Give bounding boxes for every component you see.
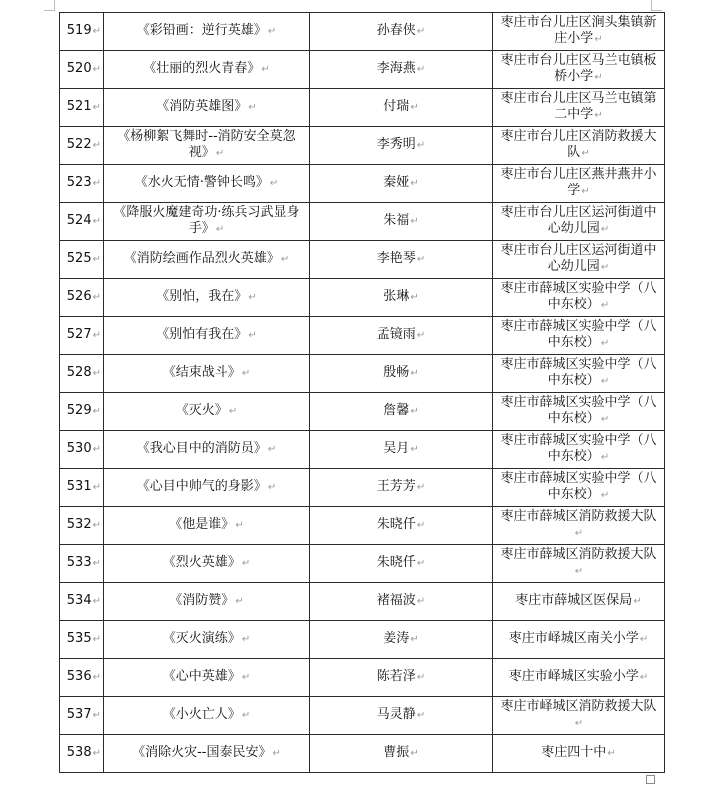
cell-number-text: 538 [66,745,92,760]
cell-title-text: 《消防绘画作品烈火英雄》 [123,251,280,266]
cell-title [104,393,310,431]
cell-unit [493,355,665,393]
cell-end-mark: ↵ [92,482,101,493]
cell-number [60,507,104,545]
cell-title-text: 《别怕有我在》 [156,327,248,342]
cell-author-text: 殷畅 [383,365,410,380]
cell-number [60,469,104,507]
cell-end-mark: ↵ [241,710,251,721]
cell-end-mark: ↵ [261,64,270,75]
cell-number [60,735,104,773]
cell-number-text: 520 [66,61,92,76]
cell-number-text: 529 [66,403,92,418]
cell-end-mark: ↵ [92,672,101,683]
cell-end-mark: ↵ [410,178,419,189]
cell-author-text: 张琳 [383,289,410,304]
cell-number [60,203,104,241]
cell-end-mark: ↵ [581,186,590,197]
cell-title [104,431,310,469]
cell-number-text: 524 [66,213,92,228]
cell-title [104,735,310,773]
cell-author-text: 詹馨 [383,403,410,418]
cell-unit [493,279,665,317]
cell-title-text: 《消防赞》 [169,593,235,608]
cell-end-mark: ↵ [410,406,419,417]
cell-author [310,431,493,469]
cell-end-mark: ↵ [215,224,225,235]
table-row [60,13,665,51]
cell-end-mark: ↵ [416,482,426,493]
cell-unit-text: 枣庄市薛城区实验中学（八中东校） [500,357,657,388]
table-row [60,507,665,545]
cell-number [60,89,104,127]
cell-title-text: 《心中英雄》 [162,669,241,684]
cell-unit [493,241,665,279]
cell-author-text: 吴月 [383,441,410,456]
cell-end-mark: ↵ [269,178,279,189]
cell-number [60,697,104,735]
cell-title [104,241,310,279]
cell-end-mark: ↵ [92,444,101,455]
cell-title [104,279,310,317]
cell-number-text: 534 [66,593,92,608]
cell-unit-text: 枣庄市台儿庄区马兰屯镇板桥小学 [500,53,657,84]
cell-title [104,621,310,659]
cell-title [104,13,310,51]
cell-end-mark: ↵ [241,672,251,683]
cell-number-text: 533 [66,555,92,570]
cell-number [60,241,104,279]
cell-number-text: 531 [66,479,92,494]
cell-number [60,621,104,659]
cell-unit-text: 枣庄市薛城区医保局 [515,593,633,608]
cell-unit-text: 枣庄市台儿庄区消防救援大队 [500,129,657,160]
cell-title [104,127,310,165]
cell-unit [493,507,665,545]
cell-author-text: 曹振 [383,745,410,760]
cell-end-mark: ↵ [267,482,277,493]
cell-unit [493,89,665,127]
cell-end-mark: ↵ [248,102,257,113]
cell-title-text: 《水火无情·警钟长鸣》 [134,175,269,190]
cell-unit [493,735,665,773]
cell-unit-text: 枣庄市薛城区实验中学（八中东校） [500,281,657,312]
cell-unit [493,127,665,165]
table-row [60,355,665,393]
cell-end-mark: ↵ [410,102,419,113]
cell-unit-text: 枣庄市薛城区实验中学（八中东校） [500,319,657,350]
cell-title-text: 《壮丽的烈火青春》 [143,61,261,76]
cell-end-mark: ↵ [416,26,426,37]
cell-unit-text: 枣庄市峄城区南关小学 [508,631,639,646]
cell-end-mark: ↵ [639,672,649,683]
cell-number [60,317,104,355]
page-corner-mark-left [44,0,55,11]
cell-end-mark: ↵ [92,634,101,645]
table-row [60,659,665,697]
cell-title [104,89,310,127]
cell-title [104,203,310,241]
cell-title-text: 《小火亡人》 [162,707,241,722]
cell-title [104,317,310,355]
cell-unit [493,431,665,469]
cell-end-mark: ↵ [574,718,584,729]
cell-author-text: 李秀明 [376,137,416,152]
cell-number-text: 537 [66,707,92,722]
cell-end-mark: ↵ [416,672,426,683]
table-row [60,165,665,203]
table-row [60,317,665,355]
cell-end-mark: ↵ [92,710,101,721]
cell-author [310,583,493,621]
cell-end-mark: ↵ [92,406,101,417]
cell-unit [493,165,665,203]
cell-number-text: 523 [66,175,92,190]
cell-unit [493,659,665,697]
cell-number-text: 519 [66,23,92,38]
cell-end-mark: ↵ [92,254,101,265]
cell-unit-text: 枣庄市台儿庄区运河街道中心幼儿园 [500,243,657,274]
cell-author [310,545,493,583]
cell-unit-text: 枣庄市台儿庄区燕井燕井小学 [500,167,657,198]
cell-end-mark: ↵ [594,110,603,121]
cell-number [60,13,104,51]
cell-title [104,469,310,507]
cell-end-mark: ↵ [280,254,290,265]
cell-end-mark: ↵ [410,444,419,455]
cell-title-text: 《消除火灾--国泰民安》 [132,745,272,760]
cell-author-text: 王芳芳 [376,479,416,494]
table-row [60,545,665,583]
cell-number [60,165,104,203]
cell-unit-text: 枣庄市台儿庄区运河街道中心幼儿园 [500,205,657,236]
table-row [60,735,665,773]
cell-title [104,165,310,203]
cell-unit-text: 枣庄市薛城区实验中学（八中东校） [500,395,657,426]
cell-unit-text: 枣庄市薛城区消防救援大队 [500,547,657,562]
entries-table [59,12,665,773]
cell-end-mark: ↵ [639,634,649,645]
cell-end-mark: ↵ [248,330,257,341]
cell-end-mark: ↵ [92,368,101,379]
cell-author [310,317,493,355]
cell-number-text: 522 [66,137,92,152]
cell-end-mark: ↵ [92,216,101,227]
cell-title-text: 《降服火魔建奇功·练兵习武显身手》 [113,205,300,236]
cell-end-mark: ↵ [594,72,603,83]
cell-author-text: 褚福波 [376,593,416,608]
cell-end-mark: ↵ [92,64,101,75]
cell-unit-text: 枣庄市薛城区实验中学（八中东校） [500,471,657,502]
cell-end-mark: ↵ [600,452,610,463]
cell-unit [493,203,665,241]
cell-number-text: 525 [66,251,92,266]
cell-end-mark: ↵ [600,414,610,425]
cell-author [310,621,493,659]
table-row [60,431,665,469]
table-row [60,203,665,241]
cell-author-text: 陈若泽 [376,669,416,684]
table-row [60,469,665,507]
cell-title [104,659,310,697]
cell-end-mark: ↵ [92,520,101,531]
cell-end-mark: ↵ [92,596,101,607]
cell-end-mark: ↵ [241,558,251,569]
cell-number-text: 521 [66,99,92,114]
cell-unit [493,469,665,507]
cell-unit [493,621,665,659]
cell-end-mark: ↵ [607,748,616,759]
cell-number [60,583,104,621]
cell-title [104,507,310,545]
cell-number [60,659,104,697]
cell-end-mark: ↵ [410,748,419,759]
cell-number [60,431,104,469]
cell-end-mark: ↵ [600,338,610,349]
cell-end-mark: ↵ [633,596,642,607]
cell-end-mark: ↵ [600,490,610,501]
table-row [60,89,665,127]
cell-unit [493,317,665,355]
cell-author [310,241,493,279]
cell-author-text: 李艳琴 [376,251,416,266]
cell-unit [493,697,665,735]
cell-end-mark: ↵ [92,748,101,759]
cell-end-mark: ↵ [228,406,238,417]
cell-number-text: 528 [66,365,92,380]
cell-title-text: 《消防英雄图》 [156,99,248,114]
cell-end-mark: ↵ [267,444,277,455]
cell-author [310,355,493,393]
cell-author [310,659,493,697]
cell-author-text: 孙春侠 [376,23,416,38]
cell-title [104,697,310,735]
table-row [60,697,665,735]
cell-author [310,51,493,89]
cell-unit [493,393,665,431]
cell-end-mark: ↵ [410,216,419,227]
table-row [60,127,665,165]
cell-end-mark: ↵ [241,634,251,645]
cell-end-mark: ↵ [267,26,277,37]
cell-title [104,355,310,393]
cell-title-text: 《灭火演练》 [162,631,241,646]
cell-end-mark: ↵ [410,368,419,379]
cell-author-text: 朱晓仟 [376,517,416,532]
cell-end-mark: ↵ [581,148,590,159]
cell-number-text: 530 [66,441,92,456]
cell-author [310,469,493,507]
cell-unit-text: 枣庄市薛城区实验中学（八中东校） [500,433,657,464]
cell-number-text: 536 [66,669,92,684]
cell-number [60,51,104,89]
cell-end-mark: ↵ [600,262,610,273]
table-row [60,51,665,89]
cell-number [60,127,104,165]
cell-author-text: 朱晓仟 [376,555,416,570]
cell-title-text: 《杨柳絮飞舞时--消防安全莫忽视》 [117,129,296,160]
cell-title [104,545,310,583]
cell-title-text: 《灭火》 [175,403,228,418]
cell-unit [493,583,665,621]
cell-author [310,13,493,51]
cell-unit-text: 枣庄市峄城区消防救援大队 [500,699,657,714]
cell-author [310,203,493,241]
cell-unit-text: 枣庄市台儿庄区马兰屯镇第二中学 [500,91,657,122]
cell-end-mark: ↵ [574,566,584,577]
cell-title-text: 《心目中帅气的身影》 [136,479,267,494]
cell-number [60,279,104,317]
cell-end-mark: ↵ [416,140,426,151]
cell-author-text: 秦娅 [383,175,410,190]
cell-end-mark: ↵ [92,178,101,189]
table-row [60,583,665,621]
cell-author [310,735,493,773]
cell-end-mark: ↵ [235,520,244,531]
cell-unit-text: 枣庄市薛城区消防救援大队 [500,509,657,524]
cell-number-text: 527 [66,327,92,342]
cell-end-mark: ↵ [416,596,426,607]
cell-end-mark: ↵ [416,558,426,569]
cell-end-mark: ↵ [574,528,584,539]
cell-end-mark: ↵ [410,634,419,645]
cell-end-mark: ↵ [410,292,419,303]
cell-unit [493,51,665,89]
cell-author-text: 付瑞 [383,99,410,114]
cell-end-mark: ↵ [416,710,426,721]
cell-author-text: 姜涛 [383,631,410,646]
cell-number [60,355,104,393]
cell-end-mark: ↵ [235,596,244,607]
cell-unit [493,13,665,51]
cell-end-mark: ↵ [600,376,610,387]
cell-title [104,51,310,89]
cell-title-text: 《彩铅画：逆行英雄》 [136,23,267,38]
table-end-marker [646,775,655,784]
cell-number [60,545,104,583]
cell-author [310,279,493,317]
cell-author [310,697,493,735]
cell-number-text: 532 [66,517,92,532]
cell-title-text: 《结束战斗》 [162,365,241,380]
cell-end-mark: ↵ [416,64,426,75]
cell-end-mark: ↵ [241,368,251,379]
cell-author-text: 李海燕 [376,61,416,76]
cell-end-mark: ↵ [272,748,281,759]
cell-end-mark: ↵ [248,292,257,303]
cell-unit-text: 枣庄四十中 [541,745,607,760]
cell-end-mark: ↵ [416,254,426,265]
cell-end-mark: ↵ [92,330,101,341]
table-row [60,393,665,431]
cell-title-text: 《别怕，我在》 [156,289,248,304]
cell-author [310,165,493,203]
cell-title [104,583,310,621]
cell-number-text: 526 [66,289,92,304]
cell-number [60,393,104,431]
cell-end-mark: ↵ [92,140,101,151]
table-row [60,621,665,659]
cell-unit [493,545,665,583]
cell-end-mark: ↵ [600,300,610,311]
table-row [60,279,665,317]
page-corner-mark-right [651,0,662,11]
cell-author [310,89,493,127]
cell-title-text: 《我心目中的消防员》 [136,441,267,456]
cell-end-mark: ↵ [215,148,225,159]
cell-unit-text: 枣庄市台儿庄区涧头集镇新庄小学 [500,15,657,46]
cell-author-text: 马灵静 [376,707,416,722]
cell-author-text: 朱福 [383,213,410,228]
cell-unit-text: 枣庄市峄城区实验小学 [508,669,639,684]
table-row [60,241,665,279]
cell-end-mark: ↵ [416,520,426,531]
cell-end-mark: ↵ [600,224,610,235]
entries-table-body [60,13,665,773]
cell-title-text: 《他是谁》 [169,517,235,532]
cell-title-text: 《烈火英雄》 [162,555,241,570]
cell-number-text: 535 [66,631,92,646]
cell-end-mark: ↵ [92,292,101,303]
cell-end-mark: ↵ [594,34,603,45]
cell-end-mark: ↵ [416,330,426,341]
cell-author [310,393,493,431]
cell-end-mark: ↵ [92,26,101,37]
cell-end-mark: ↵ [92,102,101,113]
cell-author [310,127,493,165]
cell-author [310,507,493,545]
cell-end-mark: ↵ [92,558,101,569]
cell-author-text: 孟镜雨 [376,327,416,342]
